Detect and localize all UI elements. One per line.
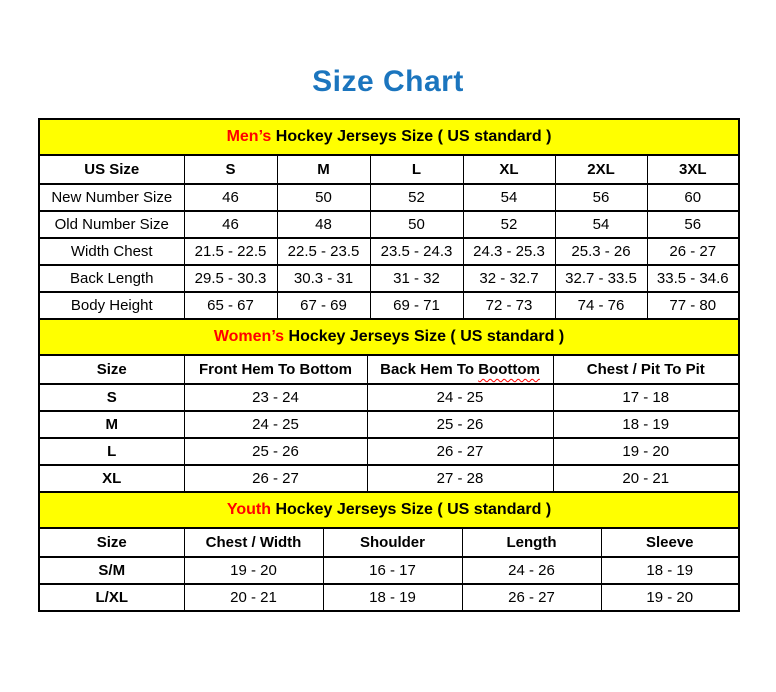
table-cell: 26 - 27 (647, 238, 739, 265)
mens-banner-row (39, 119, 739, 155)
table-row (39, 184, 739, 211)
table-cell: 56 (555, 184, 647, 211)
youth-header-row (39, 528, 739, 557)
table-cell: 32 - 32.7 (463, 265, 555, 292)
mens-size-table (38, 118, 740, 320)
table-cell: 24 - 25 (367, 384, 553, 411)
table-cell: 18 - 19 (601, 557, 739, 584)
table-cell: 31 - 32 (370, 265, 463, 292)
column-header: M (277, 155, 370, 184)
table-cell: 60 (647, 184, 739, 211)
row-label: XL (39, 465, 184, 492)
table-cell: 17 - 18 (553, 384, 739, 411)
table-cell: 16 - 17 (323, 557, 462, 584)
column-header: 3XL (647, 155, 739, 184)
table-cell: 18 - 19 (323, 584, 462, 611)
table-cell: 46 (184, 184, 277, 211)
table-row (39, 584, 739, 611)
row-label: L/XL (39, 584, 184, 611)
table-cell: 21.5 - 22.5 (184, 238, 277, 265)
table-cell: 23 - 24 (184, 384, 367, 411)
table-cell: 26 - 27 (462, 584, 601, 611)
table-cell: 19 - 20 (601, 584, 739, 611)
table-cell: 22.5 - 23.5 (277, 238, 370, 265)
womens-banner-row (39, 319, 739, 355)
table-cell: 52 (463, 211, 555, 238)
table-cell: 25.3 - 26 (555, 238, 647, 265)
table-cell: 19 - 20 (553, 438, 739, 465)
column-header: XL (463, 155, 555, 184)
table-cell: 52 (370, 184, 463, 211)
table-row (39, 265, 739, 292)
row-label: Old Number Size (39, 211, 184, 238)
table-row (39, 465, 739, 492)
table-cell: 20 - 21 (184, 584, 323, 611)
table-cell: 24 - 26 (462, 557, 601, 584)
womens-banner-highlight: Women’s (213, 328, 285, 345)
mens-banner-rest: Hockey Jerseys Size ( US standard ) (271, 128, 552, 145)
table-cell: 25 - 26 (184, 438, 367, 465)
table-cell: 48 (277, 211, 370, 238)
table-row (39, 238, 739, 265)
row-label: S/M (39, 557, 184, 584)
table-cell: 74 - 76 (555, 292, 647, 319)
table-row (39, 292, 739, 319)
row-label: Width Chest (39, 238, 184, 265)
table-row (39, 411, 739, 438)
table-cell: 56 (647, 211, 739, 238)
table-cell: 69 - 71 (370, 292, 463, 319)
youth-size-table (38, 491, 740, 612)
row-label: M (39, 411, 184, 438)
table-cell: 30.3 - 31 (277, 265, 370, 292)
table-cell: 50 (370, 211, 463, 238)
mens-banner-highlight: Men’s (226, 128, 272, 145)
column-header-text: Back Hem To (380, 361, 479, 378)
mens-section-title (39, 119, 739, 155)
column-header (367, 355, 553, 384)
table-cell: 72 - 73 (463, 292, 555, 319)
table-cell: 19 - 20 (184, 557, 323, 584)
row-label: S (39, 384, 184, 411)
womens-section-title (39, 319, 739, 355)
column-header: Length (462, 528, 601, 557)
table-row (39, 384, 739, 411)
column-header: Size (39, 355, 184, 384)
row-label: New Number Size (39, 184, 184, 211)
size-tables-container (38, 118, 738, 612)
table-row (39, 438, 739, 465)
table-cell: 29.5 - 30.3 (184, 265, 277, 292)
womens-banner-rest: Hockey Jerseys Size ( US standard ) (284, 328, 565, 345)
youth-banner-highlight: Youth (226, 501, 272, 518)
column-header: Chest / Pit To Pit (553, 355, 739, 384)
table-row (39, 557, 739, 584)
page-title: Size Chart (312, 65, 464, 98)
misspelled-word: Boottom (478, 361, 540, 378)
row-label: L (39, 438, 184, 465)
table-cell: 46 (184, 211, 277, 238)
table-cell: 23.5 - 24.3 (370, 238, 463, 265)
table-cell: 27 - 28 (367, 465, 553, 492)
table-cell: 26 - 27 (367, 438, 553, 465)
table-cell: 65 - 67 (184, 292, 277, 319)
mens-header-row (39, 155, 739, 184)
row-label: Body Height (39, 292, 184, 319)
youth-banner-rest: Hockey Jerseys Size ( US standard ) (271, 501, 552, 518)
column-header: Size (39, 528, 184, 557)
table-cell: 32.7 - 33.5 (555, 265, 647, 292)
column-header: Chest / Width (184, 528, 323, 557)
table-cell: 26 - 27 (184, 465, 367, 492)
column-header: L (370, 155, 463, 184)
youth-banner-row (39, 492, 739, 528)
table-row (39, 211, 739, 238)
row-label: Back Length (39, 265, 184, 292)
table-cell: 25 - 26 (367, 411, 553, 438)
table-cell: 33.5 - 34.6 (647, 265, 739, 292)
table-cell: 77 - 80 (647, 292, 739, 319)
table-cell: 67 - 69 (277, 292, 370, 319)
column-header: US Size (39, 155, 184, 184)
table-cell: 24.3 - 25.3 (463, 238, 555, 265)
column-header: Front Hem To Bottom (184, 355, 367, 384)
column-header: 2XL (555, 155, 647, 184)
youth-section-title (39, 492, 739, 528)
table-cell: 54 (555, 211, 647, 238)
column-header: S (184, 155, 277, 184)
table-cell: 24 - 25 (184, 411, 367, 438)
table-cell: 54 (463, 184, 555, 211)
column-header: Shoulder (323, 528, 462, 557)
table-cell: 50 (277, 184, 370, 211)
table-cell: 20 - 21 (553, 465, 739, 492)
womens-size-table (38, 318, 740, 493)
table-cell: 18 - 19 (553, 411, 739, 438)
column-header: Sleeve (601, 528, 739, 557)
womens-header-row (39, 355, 739, 384)
